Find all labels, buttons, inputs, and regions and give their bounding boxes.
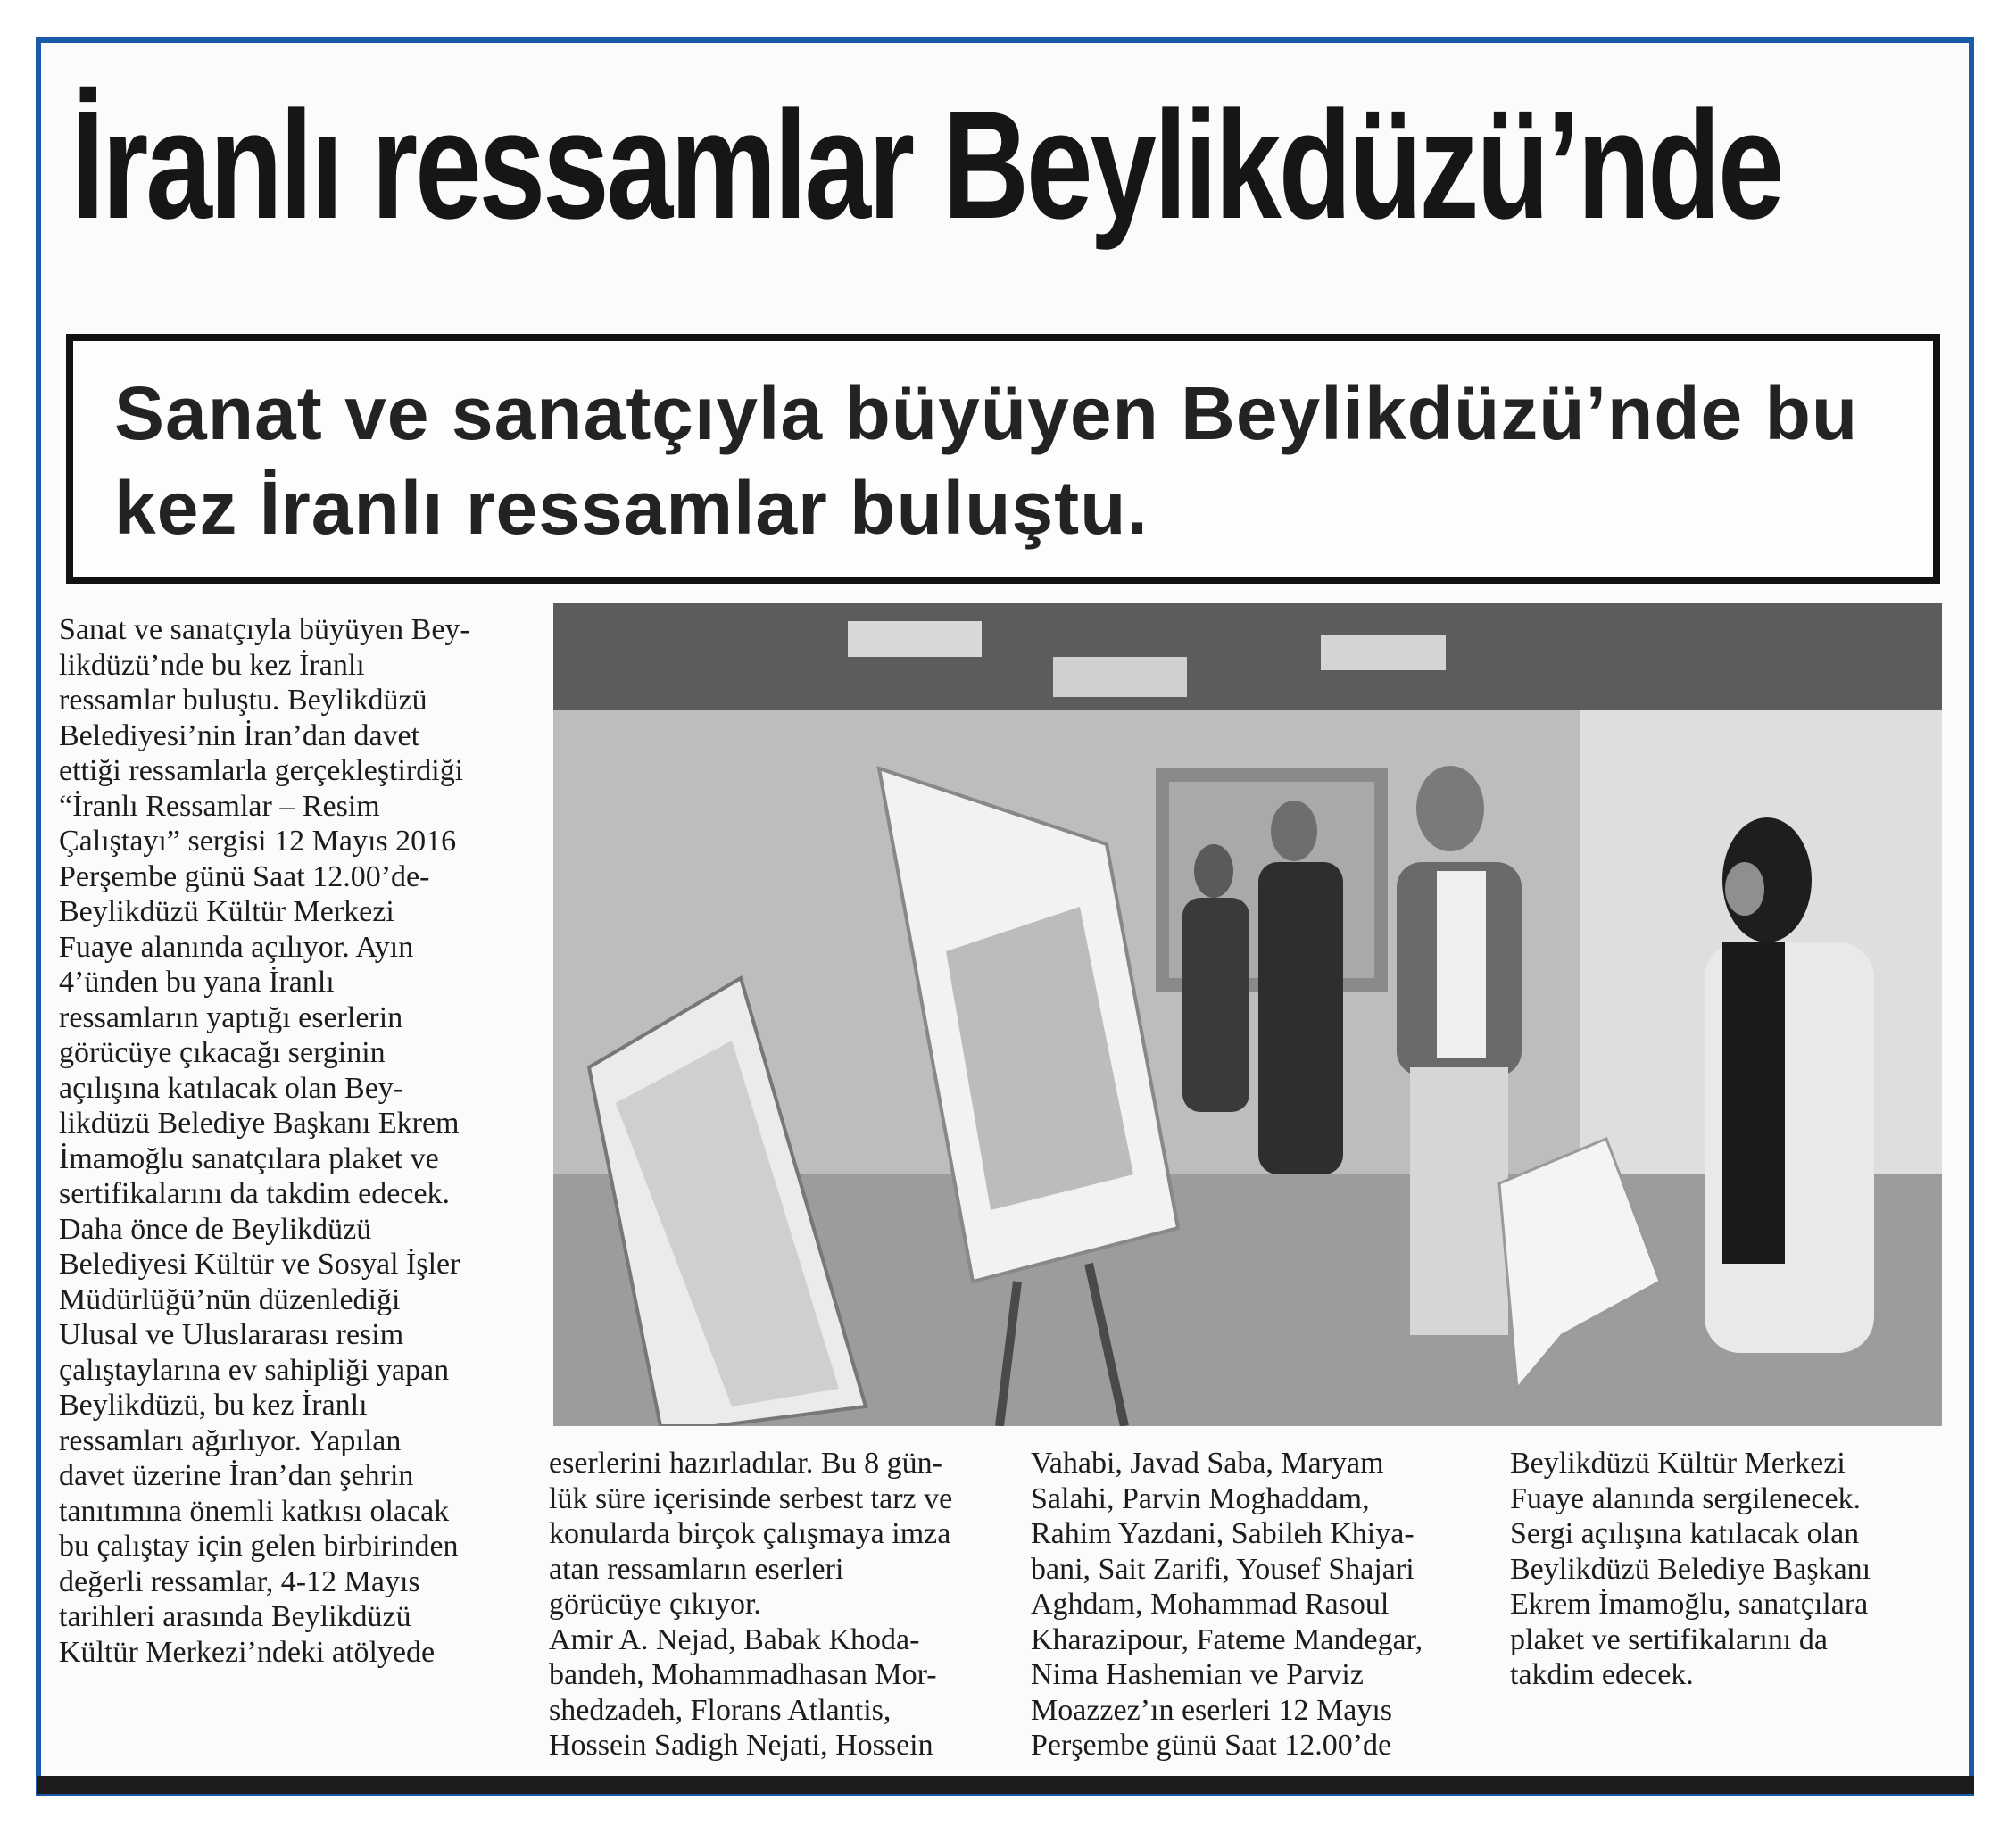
person-shirt [1437, 871, 1486, 1058]
deck-text: Sanat ve sanatçıyla büyüyen Beylikdüzü’nde bu kez İranlı ressamlar buluştu. [114, 371, 1859, 550]
ceiling [553, 603, 1942, 710]
photo-illustration [553, 603, 1942, 1426]
person-head [1194, 844, 1233, 898]
person-trousers [1410, 1067, 1508, 1335]
ceiling-vent [1053, 657, 1187, 697]
article-column-3: Vahabi, Javad Saba, Maryam Salahi, Parvin Moghaddam, Rahim Yazdani, Sabileh Khiya- bani, Sait Zarifi, Yousef Shajari Aghdam, Mohammad Rasoul Kharazipour, Fateme Mandegar, Nima Hashemian ve Parviz Moazzez’ın eserleri 12 Mayıs Perşembe günü Saat 12.00’de [1031, 1447, 1423, 1762]
person-head [1271, 801, 1317, 861]
person-head [1416, 766, 1484, 851]
headline: İranlı ressamlar Beylikdüzü’nde [71, 79, 1782, 251]
person-body [1258, 862, 1343, 1174]
deck-box [66, 334, 1940, 584]
bottom-rule [37, 1776, 1974, 1794]
ceiling-vent [1321, 635, 1446, 670]
article-column-2: eserlerini hazırladılar. Bu 8 gün- lük süre içerisinde serbest tarz ve konularda birçok çalışmaya imza atan ressamların eserleri görücüye çıkıyor. Amir A. Nejad, Babak Khoda- bandeh, Mohammadhasan Mor- shedzadeh, Florans Atlantis, Hossein Sadigh Nejati, Hossein [549, 1447, 953, 1762]
person-body [1182, 898, 1249, 1112]
article-column-1: Sanat ve sanatçıyla büyüyen Bey- likdüzü’nde bu kez İranlı ressamlar buluştu. Beylikdüzü Belediyesi’nin İran’dan davet ettiği ressamlarla gerçekleştirdiği “İranlı Ressamlar – Resim Çalıştayı” sergisi 12 Mayıs 2016 Perşembe günü Saat 12.00’de- Beylikdüzü Kültür Merkezi Fuaye alanında açılıyor. Ayın 4’ünden bu yana İranlı ressamların yaptığı eserlerin görücüye çıkacağı serginin açılışına katılacak olan Bey- likdüzü Belediye Başkanı Ekrem İmamoğlu sanatçılara plaket ve sertifikalarını da takdim edecek. Daha önce de Beylikdüzü Belediyesi Kültür ve Sosyal İşler Müdürlüğü’nün düzenlediği Ulusal ve Uluslararası resim çalıştaylarına ev sahipliği yapan Beylikdüzü, bu kez İranlı ressamları ağırlıyor. Yapılan davet üzerine İran’dan şehrin tanıtımına önemli katkısı olacak bu çalıştay için gelen birbirinden değerli ressamlar, 4-12 Mayıs tarihleri arasında Beylikdüzü Kültür Merkezi’ndeki atölyede [59, 613, 470, 1669]
article-column-4: Beylikdüzü Kültür Merkezi Fuaye alanında sergilenecek. Sergi açılışına katılacak olan Beylikdüzü Belediye Başkanı Ekrem İmamoğlu, sanatçılara plaket ve sertifikalarını da takdim edecek. [1510, 1447, 1871, 1691]
person-face [1725, 862, 1764, 916]
person-scarf [1722, 942, 1785, 1264]
news-photo [553, 603, 1942, 1426]
ceiling-vent [848, 621, 982, 657]
